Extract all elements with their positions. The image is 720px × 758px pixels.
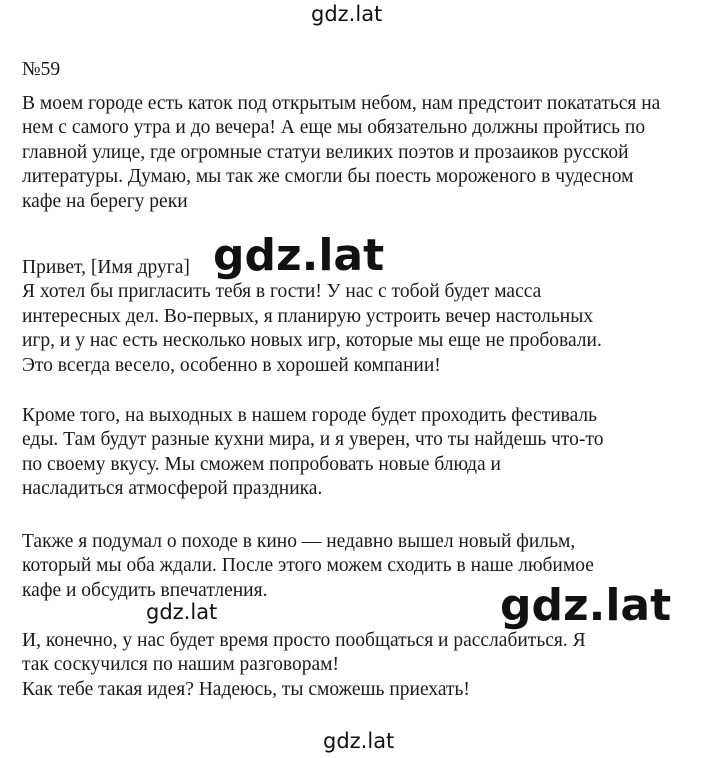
text-line: Привет, [Имя друга] [22, 257, 190, 278]
watermark-top: gdz.lat [311, 2, 383, 26]
text-line: И, конечно, у нас будет время просто пообщаться и расслабиться. Я [22, 630, 586, 651]
text-line: Я хотел бы пригласить тебя в гости! У нас с тобой будет масса [22, 281, 542, 303]
watermark-bottom: gdz.lat [323, 729, 395, 753]
paragraph-city-description [22, 92, 692, 214]
text-line: еды. Там будут разные кухни мира, и я уверен, что ты найдешь что-то [22, 429, 604, 451]
text-line: насладиться атмосферой праздника. [22, 478, 323, 500]
watermark-small-middle: gdz.lat [146, 600, 218, 624]
text-line: литературы. Думаю, мы так же смогли бы поесть мороженого в чудесном [22, 166, 634, 188]
text-line: по своему вкусу. Мы сможем попробовать новые блюда и [22, 453, 501, 475]
text-line: Как тебе такая идея? Надеюсь, ты сможешь приехать! [22, 678, 470, 700]
text-line: так соскучился по нашим разговорам! [22, 654, 339, 676]
text-line: кафе и обсудить впечатления. [22, 579, 268, 601]
text-line: кафе на берегу реки [22, 190, 188, 212]
text-line: интересных дел. Во-первых, я планирую устроить вечер настольных [22, 305, 594, 327]
watermark-large-upper: gdz.lat [211, 234, 388, 278]
text-line: нем с самого утра и до вечера! А еще мы обязательно должны пройтись по [22, 117, 646, 139]
paragraph-closing [22, 629, 692, 702]
paragraph-food-festival [22, 404, 692, 502]
text-line: главной улице, где огромные статуи великих поэтов и прозаиков русской [22, 141, 629, 163]
text-line: Кроме того, на выходных в нашем городе будет проходить фестиваль [22, 405, 598, 426]
text-line: который мы оба ждали. После этого можем сходить в наше любимое [22, 555, 594, 577]
text-line: В моем городе есть каток под открытым небом, нам предстоит покататься на [22, 93, 661, 114]
watermark-large-lower: gdz.lat [496, 584, 675, 628]
text-line: Это всегда весело, особенно в хорошей компании! [22, 354, 441, 376]
task-number: №59 [22, 59, 61, 80]
text-line: Также я подумал о походе в кино — недавно вышел новый фильм, [22, 531, 576, 552]
text-line: игр, и у нас есть несколько новых игр, которые мы еще не пробовали. [22, 330, 602, 352]
